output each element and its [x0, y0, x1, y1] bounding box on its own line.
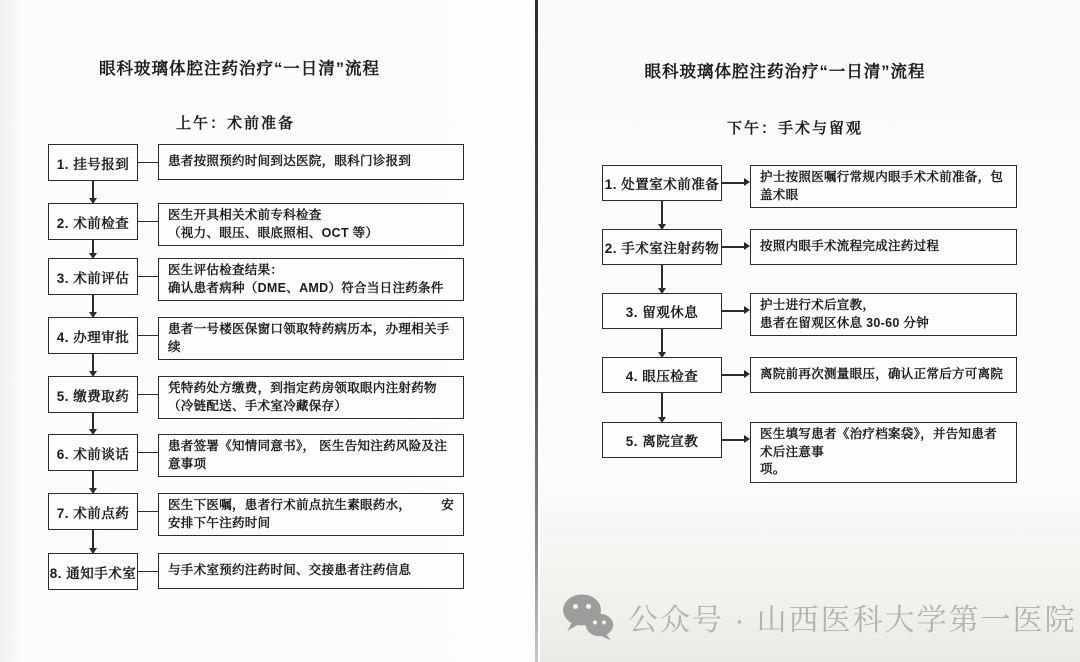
connector-line — [661, 265, 663, 288]
detail-box — [158, 317, 464, 360]
connector-line — [661, 329, 663, 352]
detail-line: 离院前再次测量眼压，确认正常后方可离院 — [760, 367, 1004, 382]
step-box: 2. 手术室注射药物 — [602, 229, 722, 265]
connector-line — [92, 471, 94, 488]
detail-line: 医生开具相关术前专科检查 — [168, 208, 322, 222]
detail-box — [158, 258, 464, 301]
step-box: 3. 术前评估 — [48, 258, 138, 295]
page-divider — [535, 0, 538, 662]
step-box: 6. 术前谈话 — [48, 434, 138, 471]
detail-line: 凭特药处方缴费，到指定药房领取眼内注射药物 — [168, 381, 437, 395]
page-title: 眼科玻璃体腔注药治疗“一日清”流程 — [644, 63, 926, 81]
connector-line — [138, 276, 158, 278]
connector-line — [138, 452, 158, 454]
connector-line — [92, 354, 94, 371]
connector-line — [138, 335, 158, 337]
detail-line: 与手术室预约注药时间、交接患者注药信息 — [168, 563, 412, 578]
flowchart-afternoon — [540, 0, 1080, 662]
detail-line: 患者一号楼医保窗口领取特药病历本，办理相关手续 — [168, 322, 450, 354]
watermark-text: 公众号 · 山西医科大学第一医院 — [628, 604, 1077, 637]
page-subtitle: 下午：手术与留观 — [726, 120, 863, 137]
step-box: 3. 留观休息 — [602, 293, 722, 329]
detail-box — [750, 165, 1017, 208]
detail-line: 确认患者病种（DME、AMD）符合当日注药条件 — [168, 280, 444, 295]
step-box: 2. 术前检查 — [48, 203, 138, 240]
connector-line — [138, 394, 158, 396]
detail-line: 患者签署《知情同意书》， 医生告知注药风险及注意事项 — [168, 439, 448, 471]
detail-box — [158, 376, 464, 419]
arrowhead-icon — [744, 306, 750, 314]
detail-box — [750, 229, 1017, 265]
detail-line: 医生评估检查结果： — [168, 263, 284, 277]
page-left — [0, 0, 535, 662]
connector-line — [138, 221, 158, 223]
detail-line: 医生填写患者《治疗档案袋》，并告知患者术后注意事 — [760, 427, 997, 459]
connector-line — [138, 571, 158, 573]
connector-line — [661, 201, 663, 224]
detail-line: （视力、眼压、眼底照相、OCT 等） — [168, 225, 379, 240]
detail-line: 医生下医嘱，患者行术前点抗生素眼药水， 安 — [168, 497, 454, 515]
connector-line — [661, 393, 663, 417]
detail-line: 护士进行术后宣教， — [760, 298, 876, 312]
connector-line — [722, 182, 744, 184]
page-right — [540, 0, 1080, 662]
connector-line — [92, 413, 94, 429]
connector-line — [92, 530, 94, 548]
connector-line — [92, 295, 94, 312]
step-box: 5. 缴费取药 — [48, 376, 138, 413]
connector-line — [92, 240, 94, 253]
detail-box — [158, 434, 464, 477]
connector-line — [92, 181, 94, 198]
detail-line: 护士按照医嘱行常规内眼手术术前准备，包盖术眼 — [760, 170, 1004, 202]
step-box: 4. 办理审批 — [48, 317, 138, 354]
detail-line: 患者在留观区休息 30-60 分钟 — [760, 315, 930, 330]
arrowhead-icon — [744, 435, 750, 443]
wechat-icon — [561, 593, 615, 641]
detail-line: 安排下午注药时间 — [168, 515, 271, 530]
flowchart-morning — [0, 0, 535, 662]
connector-line — [722, 310, 744, 312]
connector-line — [722, 374, 744, 376]
watermark — [561, 590, 1077, 644]
detail-box — [750, 293, 1017, 336]
step-box: 7. 术前点药 — [48, 493, 138, 530]
step-box: 4. 眼压检查 — [602, 357, 722, 393]
detail-box — [158, 493, 464, 536]
connector-line — [722, 246, 744, 248]
page-title: 眼科玻璃体腔注药治疗“一日清”流程 — [99, 60, 380, 78]
detail-box — [750, 422, 1017, 483]
arrowhead-icon — [744, 242, 750, 250]
step-box: 8. 通知手术室 — [48, 553, 138, 590]
step-box: 1. 处置室术前准备 — [602, 165, 722, 201]
detail-line: 项。 — [760, 462, 786, 476]
detail-line: （冷链配送、手术室冷藏保存） — [168, 398, 348, 413]
connector-line — [722, 439, 744, 441]
step-box: 1. 挂号报到 — [48, 144, 138, 181]
detail-box — [750, 357, 1017, 393]
detail-box — [158, 203, 464, 246]
connector-line — [138, 162, 158, 164]
connector-line — [138, 511, 158, 513]
stray-character: 安 — [441, 498, 454, 512]
step-box: 5. 离院宣教 — [602, 422, 722, 458]
detail-box — [158, 553, 464, 589]
detail-box — [158, 144, 464, 180]
detail-line: 按照内眼手术流程完成注药过程 — [760, 239, 940, 254]
arrowhead-icon — [744, 178, 750, 186]
page-subtitle: 上午：术前准备 — [175, 115, 295, 132]
detail-line: 患者按照预约时间到达医院，眼科门诊报到 — [168, 154, 412, 169]
arrowhead-icon — [744, 370, 750, 378]
